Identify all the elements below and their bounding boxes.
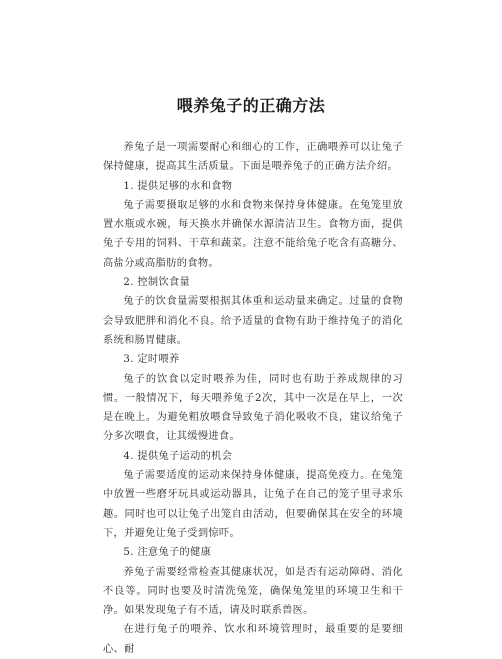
section-body-4: 兔子需要适度的运动来保持身体健康，提高免疫力。在兔笼中放置一些磨牙玩具或运动器具，让兔子在自己的笼子里寻求乐趣。同时也可以让兔子出笼自由活动，但要确保其在安全的环境下，并避免让兔子受到惊吓。 xyxy=(103,470,403,539)
section-body-2: 兔子的饮食量需要根据其体重和运动量来确定。过量的食物会导致肥胖和消化不良。给予适量的食物有助于维持兔子的消化系统和肠胃健康。 xyxy=(103,296,403,346)
section-heading-3: 3. 定时喂养 xyxy=(123,354,180,366)
section-heading-2: 2. 控制饮食量 xyxy=(123,277,191,289)
intro-paragraph: 养兔子是一项需要耐心和细心的工作，正确喂养可以让兔子保持健康，提高其生活质量。下面是喂养兔子的正确方法介绍。 xyxy=(103,142,403,173)
document-title: 喂养兔子的正确方法 xyxy=(176,96,326,115)
section-body-5: 养兔子需要经常检查其健康状况，如是否有运动障碍、消化不良等。同时也要及时清洗兔笼，确保兔笼里的环境卫生和干净。如果发现兔子有不适，请及时联系兽医。 xyxy=(103,566,403,617)
section-heading-1: 1. 提供足够的水和食物 xyxy=(123,180,233,192)
section-heading-5: 5. 注意兔子的健康 xyxy=(123,547,212,559)
document-body xyxy=(103,138,403,659)
section-heading-4: 4. 提供兔子运动的机会 xyxy=(123,450,233,462)
section-body-1: 兔子需要摄取足够的水和食物来保持身体健康。在兔笼里放置水瓶或水碗，每天换水并确保水源清洁卫生。食物方面，提供兔子专用的饲料、干草和蔬菜。注意不能给兔子吃含有高糖分、高盐分或高脂肪的食物。 xyxy=(103,199,403,269)
closing-paragraph: 在进行兔子的喂养、饮水和环境管理时，最重要的是要细心、耐 xyxy=(103,624,403,655)
section-body-3: 兔子的饮食以定时喂养为佳，同时也有助于养成规律的习惯。一般情况下，每天喂养兔子2次，其中一次是在早上，一次是在晚上。为避免粗放喂食导致兔子消化吸收不良，建议给兔子分多次喂食，让其缓慢进食。 xyxy=(103,373,403,443)
